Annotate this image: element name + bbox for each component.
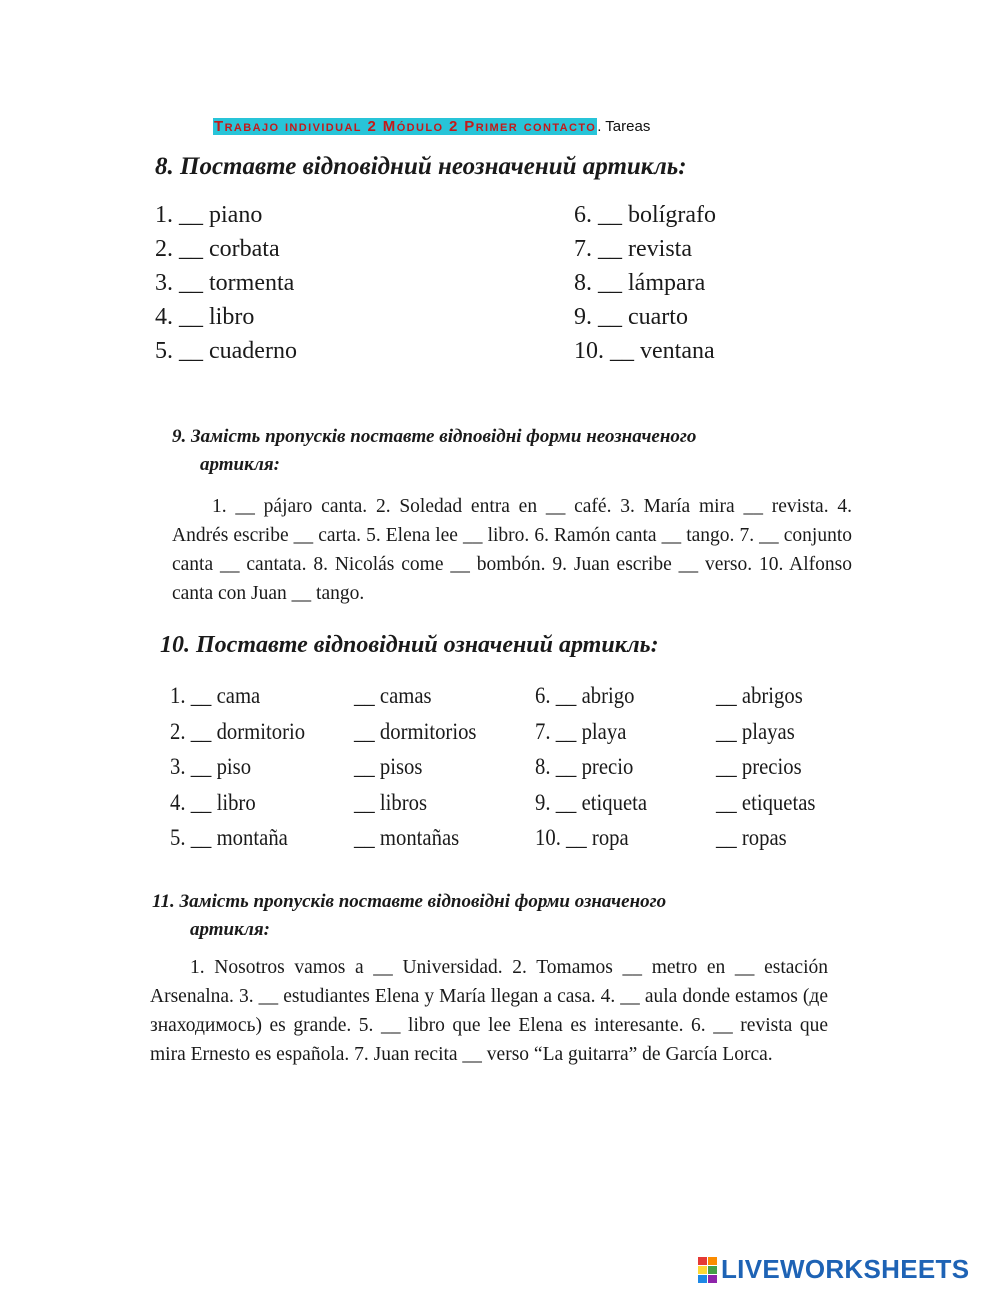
exercise-8-title: 8. Поставте відповідний неозначений артикль:	[155, 153, 687, 180]
logo-square	[698, 1275, 707, 1283]
list-item: __ ropas	[716, 825, 787, 850]
list-item: __ camas	[354, 683, 432, 708]
exercise-10-column-2	[354, 678, 476, 856]
logo-square	[708, 1257, 717, 1265]
list-item: 3. __ tormenta	[155, 270, 295, 296]
exercise-9-paragraph: 1. __ pájaro canta. 2. Soledad entra en __ café. 3. María mira __ revista. 4. Andrés escribe __ carta. 5. Elena lee __ libro. 6. Ramón canta __ tango. 7. __ conjunto canta __ cantata. 8. Nicolás come __ bombón. 9. Juan escribe __ verso. 10. Alfonso canta con Juan __ tango.	[172, 496, 852, 604]
exercise-9-title-line1: 9. Замість пропусків поставте відповідні форми неозначеного	[172, 426, 697, 447]
list-item: __ libros	[354, 789, 428, 815]
exercise-10-column-3	[535, 678, 647, 856]
list-item: 2. __ dormitorio	[170, 718, 306, 744]
list-item: __ playas	[716, 718, 795, 744]
list-item: __ dormitorios	[354, 718, 477, 744]
list-item: 10. __ ropa	[535, 825, 629, 850]
list-item: __ precios	[716, 754, 802, 779]
exercise-11-paragraph: 1. Nosotros vamos a __ Universidad. 2. Tomamos __ metro en __ estación Arsenalna. 3. __ estudiantes Elena y María llegan a casa. 4. __ aula donde estamos (де знаходимось) es grande. 5. __ libro que lee Elena es interesante. 6. __ revista que mira Ernesto es española. 7. Juan recita __ verso “La guitarra” de García Lorca.	[150, 957, 828, 1065]
logo-square	[708, 1266, 717, 1274]
exercise-10-column-1	[170, 678, 305, 856]
logo-text: LIVEWORKSHEETS	[721, 1254, 970, 1284]
logo-mark-icon	[698, 1257, 717, 1283]
exercise-9-text	[172, 492, 852, 608]
header-tail: . Tareas	[597, 118, 651, 135]
list-item: 8. __ precio	[535, 754, 634, 779]
exercise-11-title-line1: 11. Замість пропусків поставте відповідні форми означеного	[152, 891, 667, 912]
list-item: 7. __ revista	[574, 236, 692, 262]
list-item: 6. __ abrigo	[535, 683, 635, 708]
list-item: __ montañas	[354, 825, 460, 850]
list-item: __ etiquetas	[716, 789, 816, 815]
exercise-10-column-4	[716, 678, 815, 856]
logo-square	[708, 1275, 717, 1283]
exercise-11-title	[152, 888, 832, 944]
list-item: __ pisos	[354, 754, 423, 779]
list-item: 6. __ bolígrafo	[574, 202, 716, 228]
list-item: __ abrigos	[716, 683, 803, 708]
exercise-11-title-line2: артикля:	[190, 919, 270, 940]
exercise-11-text	[150, 953, 828, 1069]
exercise-8-right-column	[574, 198, 716, 368]
list-item: 3. __ piso	[170, 754, 252, 779]
page-header	[213, 118, 650, 135]
exercise-10-title: 10. Поставте відповідний означений артикль:	[160, 632, 659, 658]
list-item: 9. __ cuarto	[574, 304, 688, 330]
logo-square	[698, 1257, 707, 1265]
list-item: 2. __ corbata	[155, 236, 280, 262]
exercise-9-title	[172, 423, 856, 479]
list-item: 5. __ cuaderno	[155, 338, 297, 364]
liveworksheets-logo	[698, 1254, 969, 1285]
list-item: 4. __ libro	[170, 789, 256, 815]
header-highlight: Trabajo individual 2 Módulo 2 Primer contacto	[214, 118, 597, 135]
list-item: 1. __ cama	[170, 683, 261, 708]
list-item: 5. __ montaña	[170, 825, 288, 850]
logo-square	[698, 1266, 707, 1274]
list-item: 1. __ piano	[155, 202, 263, 228]
list-item: 4. __ libro	[155, 304, 255, 330]
list-item: 10. __ ventana	[574, 338, 715, 364]
list-item: 7. __ playa	[535, 718, 627, 744]
exercise-8-left-column	[155, 198, 297, 368]
list-item: 8. __ lámpara	[574, 270, 706, 296]
exercise-9-title-line2: артикля:	[200, 454, 280, 475]
list-item: 9. __ etiqueta	[535, 789, 648, 815]
